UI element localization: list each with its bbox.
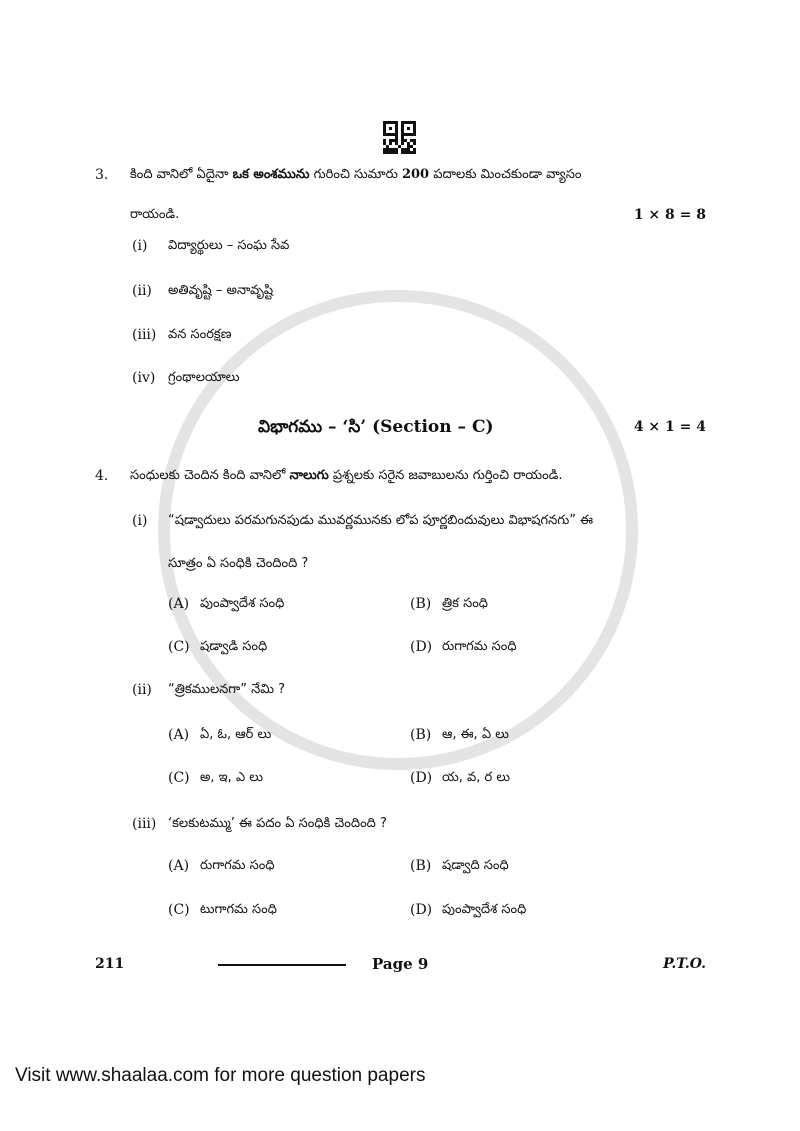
q4-text-part2: ప్రశ్నలకు సరైన జవాబులను గుర్తించి రాయండి. [328,468,563,483]
section-marks: 4 × 1 = 4 [633,419,706,435]
option-label: (C) [168,770,190,786]
option-label: (A) [168,727,190,743]
option-label: (D) [410,902,433,918]
q4-sub-number: (iii) [132,816,157,832]
option-text: య, వ, ర లు [442,770,511,785]
q3-text-part2: గురించి సుమారు [309,167,402,182]
option-text: త్రిక సంధి [442,596,488,611]
pto-label: P.T.O. [663,956,706,972]
option-label: (D) [410,639,433,655]
option-label: (A) [168,596,190,612]
q4-sub-number: (ii) [132,682,152,698]
q3-item-number: (ii) [132,283,152,299]
q3-item-number: (iii) [132,327,157,343]
option-text: షడ్వాడి సంధి [200,639,268,654]
option-label: (B) [410,727,432,743]
q3-text-bold2: 200 [401,167,430,182]
option-label: (B) [410,596,432,612]
q3-item-number: (iv) [132,370,156,386]
option-text: రుగాగమ సంధి [200,858,275,873]
option-text: పుంప్వాదేశ సంధి [442,902,527,917]
paper-code: 211 [95,956,125,972]
q3-item-number: (i) [132,238,148,254]
option-label: (D) [410,770,433,786]
qr-code [383,121,416,154]
option-text: రుగాగమ సంధి [442,639,517,654]
q3-item-text: గ్రంథాలయాలు [168,370,240,385]
option-text: టుగాగమ సంధి [200,902,277,917]
q3-text-part1: కింది వానిలో ఏదైనా [130,167,233,182]
option-text: పుంప్వాదేశ సంధి [200,596,285,611]
option-text: ఆ, ఈ, ఏ లు [442,727,509,742]
qr-module [413,151,416,154]
q4-sub-question-line2: సూత్రం ఏ సంధికి చెందింది ? [168,556,309,571]
option-text: అ, ఇ, ఎ లు [200,770,263,785]
section-title: విభాగము – ‘సి’ (Section – C) [258,417,494,437]
option-label: (C) [168,902,190,918]
option-text: ఏ, ఓ, ఆర్ లు [200,727,272,742]
q4-text-bold: నాలుగు [289,468,329,483]
q3-item-text: అతివృష్టి – అనావృష్టి [168,283,274,298]
q3-item-text: విద్యార్థులు – సంఘ సేవ [168,238,290,253]
q3-item-text: వన సంరక్షణ [168,327,232,342]
q4-number: 4. [95,468,109,484]
footer-rule [218,964,346,966]
option-label: (B) [410,858,432,874]
q3-text [130,165,581,185]
q3-text-bold1: ఒక అంశమును [232,167,310,182]
q3-text-line2: రాయండి. [130,207,180,222]
page-number: Page 9 [372,955,429,973]
option-text: షడ్వాది సంధి [442,858,509,873]
q4-text-part1: సంధులకు చెందిన కింది వానిలో [130,468,290,483]
q3-text-part3: పదాలకు మించకుండా వ్యాసం [429,167,582,182]
q4-text [130,466,562,486]
q4-sub-question: “త్రికములనగా” నేమి ? [168,682,286,697]
visit-link[interactable]: Visit www.shaalaa.com for more question papers [15,1065,426,1086]
q3-marks: 1 × 8 = 8 [633,207,706,223]
q4-sub-question: “షడ్వాదులు పరమగునపుడు మువర్ణమునకు లోప పూర్ణబిందువులు విభాషగనగు” ఈ [168,513,594,528]
q4-sub-question: ‘కలకుటమ్ము’ ఈ పదం ఏ సంధికి చెందింది ? [168,816,387,831]
q3-number: 3. [95,167,109,183]
option-label: (A) [168,858,190,874]
q4-sub-number: (i) [132,513,148,529]
option-label: (C) [168,639,190,655]
